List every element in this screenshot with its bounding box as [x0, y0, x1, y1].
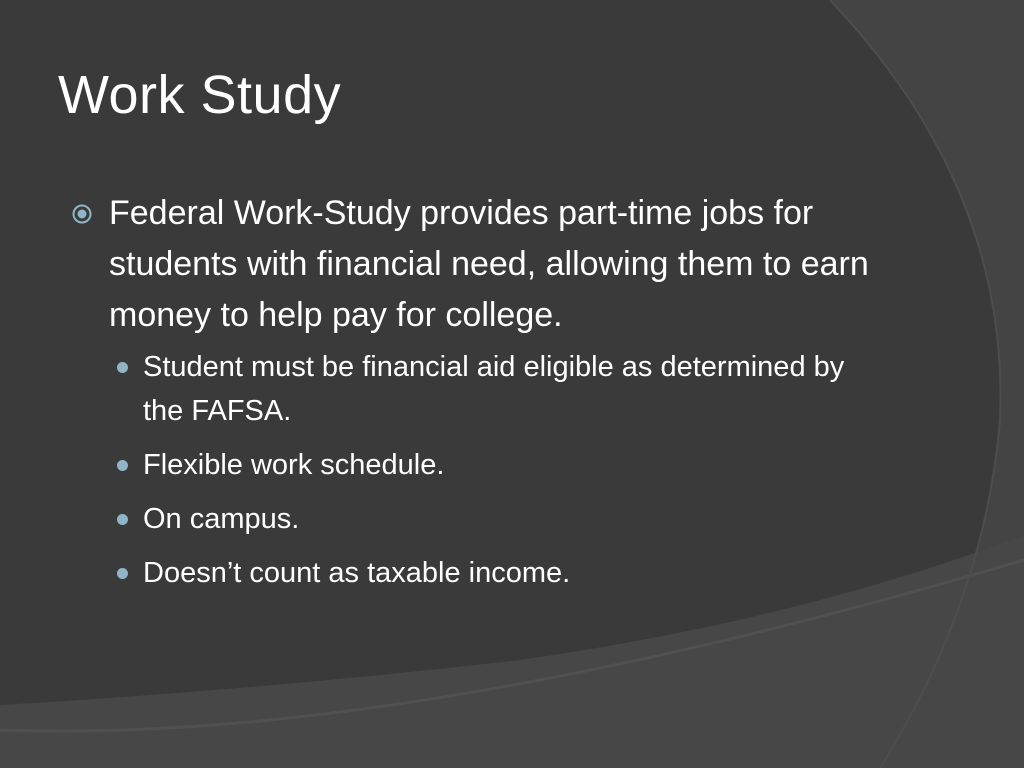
dot-bullet-icon — [117, 460, 128, 471]
slide-content — [72, 188, 892, 605]
sub-bullet-list — [72, 345, 892, 595]
sub-bullet-text: Flexible work schedule. — [143, 449, 445, 481]
dot-bullet-icon — [117, 362, 128, 373]
sub-bullet-item — [143, 443, 892, 487]
target-bullet-icon — [72, 204, 92, 224]
sub-bullet-text: Doesn’t count as taxable income. — [143, 557, 571, 589]
slide-title: Work Study — [58, 65, 342, 125]
sub-bullet-item — [143, 345, 892, 433]
sub-bullet-item — [143, 551, 892, 595]
dot-bullet-icon — [117, 568, 128, 579]
main-bullet-text: Federal Work-Study provides part-time jobs for students with financial need, allowing them to earn money to help pay for college. — [109, 194, 869, 334]
sub-bullet-item — [143, 497, 892, 541]
sub-bullet-text: Student must be financial aid eligible as determined by the FAFSA. — [143, 351, 845, 427]
main-bullet — [72, 188, 892, 341]
sub-bullet-text: On campus. — [143, 503, 300, 535]
dot-bullet-icon — [117, 514, 128, 525]
